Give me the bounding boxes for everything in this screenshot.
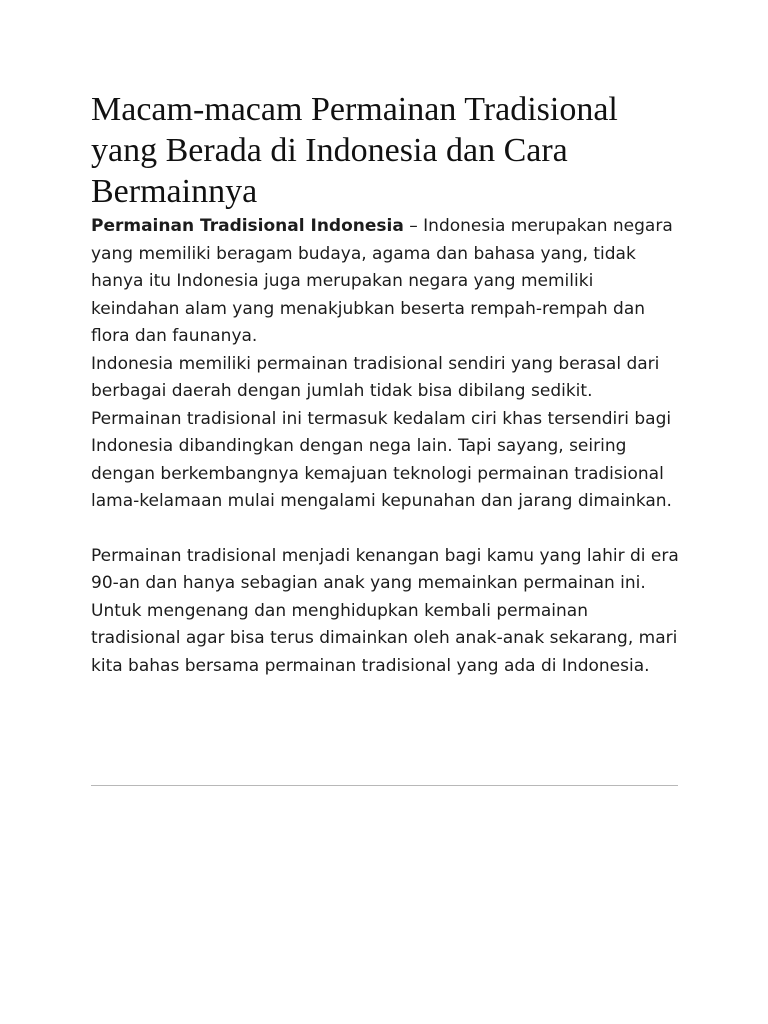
article-intro-text: – Indonesia merupakan negara yang memiliki beragam budaya, agama dan bahasa yang, tidak hanya itu Indonesia juga merupakan negara yang memiliki keindahan alam yang menakjubkan beserta rempah-rempah dan flora dan faunanya.	[91, 216, 673, 346]
article-paragraph-2: Indonesia memiliki permainan tradisional sendiri yang berasal dari berbagai daerah dengan jumlah tidak bisa dibilang sedikit. Permainan tradisional ini termasuk kedalam ciri khas tersendiri bagi Indonesia dibandingkan dengan nega lain. Tapi sayang, seiring dengan berkembangnya kemajuan teknologi permainan tradisional lama-kelamaan mulai mengalami kepunahan dan jarang dimainkan.	[91, 353, 672, 511]
article-title: Macam-macam Permainan Tradisional yang Berada di Indonesia dan Cara Bermainnya	[91, 91, 618, 210]
article-paragraph-intro	[91, 213, 681, 351]
article	[91, 89, 681, 680]
article-lead-keyword: Permainan Tradisional Indonesia	[91, 216, 404, 236]
article-paragraph-3: Permainan tradisional menjadi kenangan bagi kamu yang lahir di era 90-an dan hanya sebagian anak yang memainkan permainan ini. Untuk mengenang dan menghidupkan kembali permainan tradisional agar bisa terus dimainkan oleh anak-anak sekarang, mari kita bahas bersama permainan tradisional yang ada di Indonesia.	[91, 545, 679, 676]
section-divider	[91, 785, 678, 786]
